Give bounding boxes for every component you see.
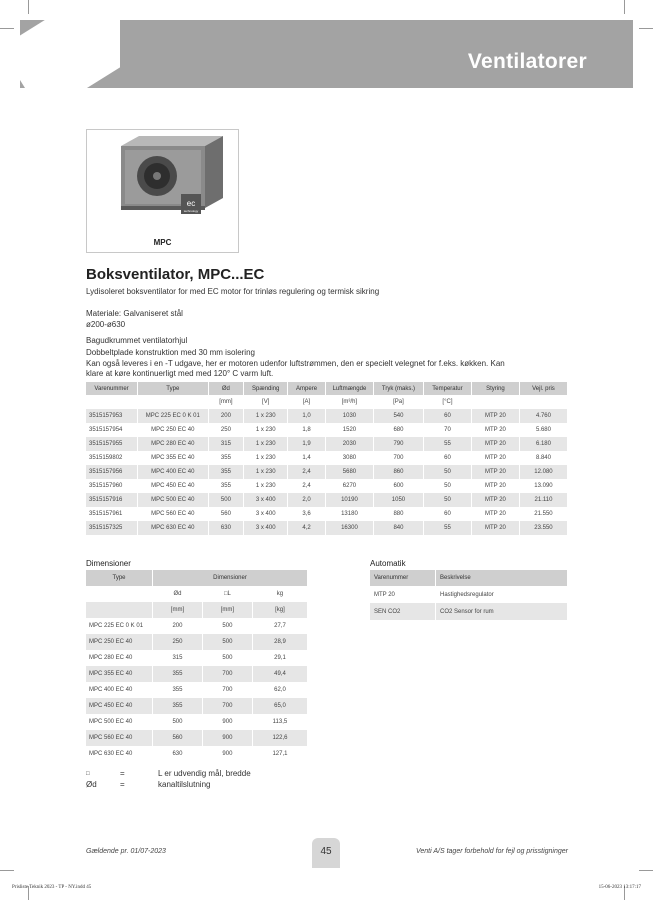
table-cell: 5680: [326, 465, 374, 479]
table-cell: MTP 20: [472, 409, 520, 423]
table-cell: 1520: [326, 423, 374, 437]
table-cell: 355: [209, 465, 245, 479]
table-cell: 16300: [326, 521, 374, 535]
table-cell: 355: [209, 479, 245, 493]
table-cell: MTP 20: [472, 479, 520, 493]
subheader-cell: kg: [253, 586, 308, 602]
table-cell: 1 x 230: [244, 479, 288, 493]
spec-construction: Dobbeltplade konstruktion med 30 mm isolering: [86, 348, 255, 357]
unit-cell: [520, 395, 568, 409]
table-cell: MPC 280 EC 40: [138, 437, 208, 451]
table-cell: 23.550: [520, 521, 568, 535]
col-header: Spænding: [244, 382, 288, 395]
unit-cell: [mm]: [203, 602, 253, 618]
table-cell: 630: [153, 746, 203, 762]
table-cell: 1 x 230: [244, 423, 288, 437]
col-header: Type: [138, 382, 208, 395]
table-cell: MPC 355 EC 40: [138, 451, 208, 465]
unit-cell: [mm]: [209, 395, 245, 409]
table-row: [370, 586, 568, 603]
table-cell: 315: [153, 650, 203, 666]
unit-cell: [m³/h]: [326, 395, 374, 409]
product-table: [86, 382, 568, 535]
table-cell: 1 x 230: [244, 437, 288, 451]
page-title: Ventilatorer: [467, 50, 587, 73]
table-cell: MPC 630 EC 40: [86, 746, 153, 762]
table-cell: 3,6: [288, 507, 326, 521]
unit-cell: [°C]: [424, 395, 472, 409]
table-cell: 560: [209, 507, 245, 521]
table-cell: MPC 400 EC 40: [86, 682, 153, 698]
table-row: [86, 714, 308, 730]
crop-mark: [639, 28, 653, 29]
table-cell: 700: [203, 682, 253, 698]
table-cell: MPC 560 EC 40: [138, 507, 208, 521]
crop-mark: [639, 870, 653, 871]
table-header-row: [370, 570, 568, 586]
col-header: Luftmængde: [326, 382, 374, 395]
table-cell: 50: [424, 479, 472, 493]
table-cell: MTP 20: [472, 521, 520, 535]
table-cell: 200: [153, 618, 203, 634]
table-cell: 13180: [326, 507, 374, 521]
table-cell: 3515157956: [86, 465, 138, 479]
table-cell: MPC 450 EC 40: [138, 479, 208, 493]
table-cell: 790: [374, 437, 424, 451]
table-cell: MPC 400 EC 40: [138, 465, 208, 479]
table-row: [86, 730, 308, 746]
table-cell: 500: [203, 650, 253, 666]
legend-symbol: □: [86, 771, 90, 777]
table-cell: 12.080: [520, 465, 568, 479]
table-cell: MPC 355 EC 40: [86, 666, 153, 682]
table-cell: 21.110: [520, 493, 568, 507]
legend-equals: =: [120, 780, 125, 789]
table-cell: 28,9: [253, 634, 308, 650]
product-image: [86, 129, 239, 253]
table-cell: 600: [374, 479, 424, 493]
table-cell: MTP 20: [472, 423, 520, 437]
table-cell: 3515157960: [86, 479, 138, 493]
table-cell: 2,4: [288, 479, 326, 493]
table-cell: 3515157961: [86, 507, 138, 521]
table-cell: 900: [203, 714, 253, 730]
table-cell: MPC 250 EC 40: [138, 423, 208, 437]
table-cell: 1,4: [288, 451, 326, 465]
table-cell: 13.090: [520, 479, 568, 493]
table-cell: 3515157953: [86, 409, 138, 423]
table-cell: 200: [209, 409, 245, 423]
table-cell: 122,6: [253, 730, 308, 746]
table-cell: 8.840: [520, 451, 568, 465]
page-number: 45: [320, 846, 332, 857]
automatik-table: [370, 570, 568, 620]
table-cell: 560: [153, 730, 203, 746]
table-cell: MPC 560 EC 40: [86, 730, 153, 746]
table-cell: 127,1: [253, 746, 308, 762]
table-row: [86, 634, 308, 650]
table-row: [86, 682, 308, 698]
table-cell: 540: [374, 409, 424, 423]
col-header: Ampere: [288, 382, 326, 395]
table-cell: 2030: [326, 437, 374, 451]
table-cell: 3515157325: [86, 521, 138, 535]
table-cell: 500: [203, 634, 253, 650]
table-cell: 10190: [326, 493, 374, 507]
print-slug-file: Prisliste Teknik 2023 - TP - NY.indd 45: [12, 885, 92, 890]
unit-cell: [V]: [244, 395, 288, 409]
table-cell: 700: [203, 698, 253, 714]
table-cell: MTP 20: [472, 465, 520, 479]
table-cell: 3 x 400: [244, 521, 288, 535]
table-cell: 113,5: [253, 714, 308, 730]
table-cell: 3515157916: [86, 493, 138, 507]
table-cell: MPC 225 EC 0 K 01: [138, 409, 208, 423]
table-cell: 3 x 400: [244, 507, 288, 521]
table-cell: 355: [153, 682, 203, 698]
table-cell: 50: [424, 465, 472, 479]
footer-validity: Gældende pr. 01/07-2023: [86, 848, 166, 855]
table-cell: MPC 450 EC 40: [86, 698, 153, 714]
table-cell: 900: [203, 746, 253, 762]
table-cell: 250: [209, 423, 245, 437]
automatik-label: Automatik: [370, 559, 406, 568]
table-row: [86, 507, 568, 521]
spec-impeller: Bagudkrummet ventilatorhjul: [86, 336, 188, 345]
table-cell: 1050: [374, 493, 424, 507]
table-cell: 630: [209, 521, 245, 535]
table-row: [86, 437, 568, 451]
table-cell: 60: [424, 409, 472, 423]
table-row: [86, 746, 308, 762]
table-cell: 6270: [326, 479, 374, 493]
table-row: [86, 409, 568, 423]
table-cell: 49,4: [253, 666, 308, 682]
table-cell: 70: [424, 423, 472, 437]
subheader-cell: Ød: [153, 586, 203, 602]
table-cell: 3515159802: [86, 451, 138, 465]
table-cell: MTP 20: [472, 437, 520, 451]
table-cell: 5.680: [520, 423, 568, 437]
table-cell: 860: [374, 465, 424, 479]
table-cell: 500: [203, 618, 253, 634]
table-cell: 3515157955: [86, 437, 138, 451]
table-cell: 1,0: [288, 409, 326, 423]
table-row: [86, 479, 568, 493]
table-cell: 65,0: [253, 698, 308, 714]
table-cell: 680: [374, 423, 424, 437]
table-row: [86, 465, 568, 479]
product-caption: MPC: [153, 238, 172, 247]
spec-t-version-line2: klare at køre kontinuerligt med med 120° C varm luft.: [86, 369, 274, 378]
unit-cell: [472, 395, 520, 409]
page-number-tab: [312, 838, 340, 868]
crop-mark: [28, 0, 29, 14]
col-header: Dimensioner: [153, 570, 308, 586]
table-cell: 3515157954: [86, 423, 138, 437]
units-row: [86, 602, 308, 618]
table-cell: 900: [203, 730, 253, 746]
table-row: [370, 603, 568, 620]
table-cell: 2,0: [288, 493, 326, 507]
table-cell: 60: [424, 507, 472, 521]
spec-material: Materiale: Galvaniseret stål: [86, 309, 183, 318]
crop-mark: [0, 28, 14, 29]
table-cell: 355: [153, 666, 203, 682]
table-cell: 60: [424, 451, 472, 465]
col-header: Varenummer: [370, 570, 436, 586]
table-cell: 355: [209, 451, 245, 465]
table-cell: 700: [374, 451, 424, 465]
table-cell: 1,8: [288, 423, 326, 437]
box-fan-illustration: [87, 130, 238, 236]
table-row: [86, 618, 308, 634]
units-row: [86, 395, 568, 409]
table-cell: MPC 630 EC 40: [138, 521, 208, 535]
table-row: [86, 698, 308, 714]
table-cell: 27,7: [253, 618, 308, 634]
legend-text: L er udvendig mål, bredde: [158, 769, 251, 778]
product-subtitle: Lydisoleret boksventilator for med EC motor for trinløs regulering og termisk sikring: [86, 287, 380, 296]
table-cell: 1,9: [288, 437, 326, 451]
table-cell: 55: [424, 437, 472, 451]
unit-cell: [Pa]: [374, 395, 424, 409]
table-cell: 62,0: [253, 682, 308, 698]
col-header: Tryk (maks.): [374, 382, 424, 395]
table-row: [86, 451, 568, 465]
table-cell: MPC 225 EC 0 K 01: [86, 618, 153, 634]
table-cell: 315: [209, 437, 245, 451]
table-cell: 21.550: [520, 507, 568, 521]
col-header: Varenummer: [86, 382, 138, 395]
table-cell: 840: [374, 521, 424, 535]
table-cell: 500: [209, 493, 245, 507]
table-cell: MPC 250 EC 40: [86, 634, 153, 650]
legend-symbol: Ød: [86, 780, 97, 789]
table-cell: SEN CO2: [370, 603, 436, 620]
table-cell: MPC 280 EC 40: [86, 650, 153, 666]
table-cell: 4,2: [288, 521, 326, 535]
table-cell: MPC 500 EC 40: [86, 714, 153, 730]
table-cell: 1 x 230: [244, 465, 288, 479]
table-row: [86, 650, 308, 666]
table-cell: 1 x 230: [244, 409, 288, 423]
table-cell: 700: [203, 666, 253, 682]
table-cell: CO2 Sensor for rum: [436, 603, 568, 620]
footer-disclaimer: Venti A/S tager forbehold for fejl og prisstigninger: [415, 848, 568, 855]
table-cell: MPC 500 EC 40: [138, 493, 208, 507]
table-cell: MTP 20: [370, 586, 436, 603]
table-cell: 880: [374, 507, 424, 521]
col-header: Temperatur: [424, 382, 472, 395]
col-header: Ød: [209, 382, 245, 395]
print-slug-date: 15-06-2023 13:17:17: [598, 885, 641, 890]
legend-equals: =: [120, 769, 125, 778]
table-cell: 3 x 400: [244, 493, 288, 507]
crop-mark: [0, 870, 14, 871]
legend-text: kanaltilslutning: [158, 780, 211, 789]
table-cell: Hastighedsregulator: [436, 586, 568, 603]
table-cell: 500: [153, 714, 203, 730]
table-cell: 6.180: [520, 437, 568, 451]
table-cell: 1030: [326, 409, 374, 423]
table-cell: 50: [424, 493, 472, 507]
table-row: [86, 666, 308, 682]
table-cell: MTP 20: [472, 493, 520, 507]
header-notch: [20, 20, 120, 88]
table-header-row: [86, 382, 568, 395]
product-title: Boksventilator, MPC...EC: [86, 266, 265, 283]
table-cell: 55: [424, 521, 472, 535]
subheader-row: [86, 586, 308, 602]
dimensions-label: Dimensioner: [86, 559, 131, 568]
col-header: Beskrivelse: [436, 570, 568, 586]
subheader-cell: □L: [203, 586, 253, 602]
ec-badge-main: ec: [186, 199, 196, 208]
table-cell: 355: [153, 698, 203, 714]
dimensions-table: [86, 570, 308, 762]
unit-cell: [86, 395, 138, 409]
table-row: [86, 493, 568, 507]
spec-t-version-line1: Kan også leveres i en -T udgave, her er motoren udenfor luftstrømmen, den er specielt velegnet for f.eks. køkken. Kan: [86, 359, 505, 368]
unit-cell: [138, 395, 208, 409]
spec-diameter: ø200-ø630: [86, 320, 126, 329]
table-cell: MTP 20: [472, 507, 520, 521]
table-cell: 4.760: [520, 409, 568, 423]
unit-cell: [mm]: [153, 602, 203, 618]
table-row: [86, 423, 568, 437]
table-cell: 250: [153, 634, 203, 650]
table-cell: 29,1: [253, 650, 308, 666]
col-header: Vejl. pris: [520, 382, 568, 395]
unit-cell: [A]: [288, 395, 326, 409]
table-cell: 1 x 230: [244, 451, 288, 465]
table-cell: 3080: [326, 451, 374, 465]
table-row: [86, 521, 568, 535]
col-header: Type: [86, 570, 153, 586]
unit-cell: [kg]: [253, 602, 308, 618]
table-cell: 2,4: [288, 465, 326, 479]
table-header-row: [86, 570, 308, 586]
ec-badge-sub: technology: [183, 209, 199, 213]
crop-mark: [624, 0, 625, 14]
col-header: Styring: [472, 382, 520, 395]
table-cell: MTP 20: [472, 451, 520, 465]
